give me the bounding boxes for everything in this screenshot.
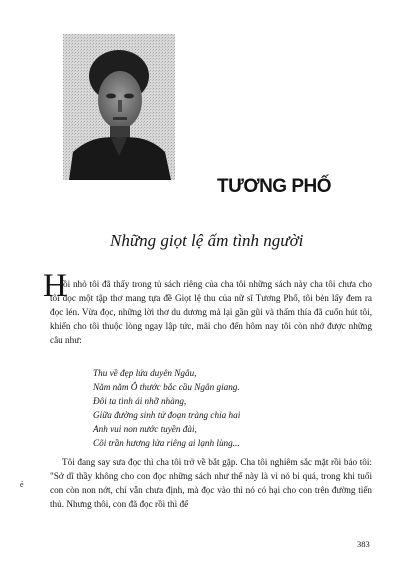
drop-cap: H — [43, 268, 67, 304]
poem-line: Đôi ta tình ái nhỡ nhàng, — [93, 396, 187, 406]
poem-line: Anh vui non nước tuyền đài, — [93, 424, 197, 434]
poem-line: Cõi trần hương lửa riêng ai lạnh lùng... — [93, 438, 240, 448]
author-portrait — [63, 34, 175, 180]
poem-line: Năm năm Ô thước bắc cầu Ngân giang. — [93, 382, 240, 392]
paragraph-2: Tôi đang say sưa đọc thì cha tôi trở về bắt gặp. Cha tôi nghiêm sắc mặt rồi bảo tôi: "Sở dĩ thầy không cho con đọc những sách như thế này là vì nó bi quá, trong khi tuổi con còn non nớt, chí vẫn chưa định, mà đọc vào thì nó có hại cho con trên đường tiến thủ. Nhưng thôi, con đã đọc rồi thì để — [50, 457, 372, 509]
poem-block — [93, 366, 240, 450]
margin-mark: ẻ — [20, 480, 24, 489]
portrait-photo — [63, 34, 175, 180]
poem-line: Thu về đẹp lứa duyên Ngâu, — [93, 368, 197, 378]
paragraph-1: ồi nhỏ tôi đã thấy trong tủ sách riêng của cha tôi những sách này cha tôi chưa cho tôi đọc một tập thơ mang tựa đề Giọt lệ thu của nữ sĩ Tương Phố, tôi bèn lấy đem ra đọc lén. Vừa đọc, những lời thơ du dương mà lại gần gũi và thấm thía đã cuốn hút tôi, khiến cho tôi thuộc lòng ngay lập tức, mãi cho đến hôm nay tôi còn nhớ được những câu như: — [50, 279, 372, 345]
page-number: 383 — [357, 539, 370, 549]
author-name: TƯƠNG PHỐ — [217, 176, 332, 197]
chapter-title: Những giọt lệ ấm tình người — [110, 231, 304, 250]
poem-line: Giữa đường sinh tử đoạn tràng chia hai — [93, 410, 241, 420]
